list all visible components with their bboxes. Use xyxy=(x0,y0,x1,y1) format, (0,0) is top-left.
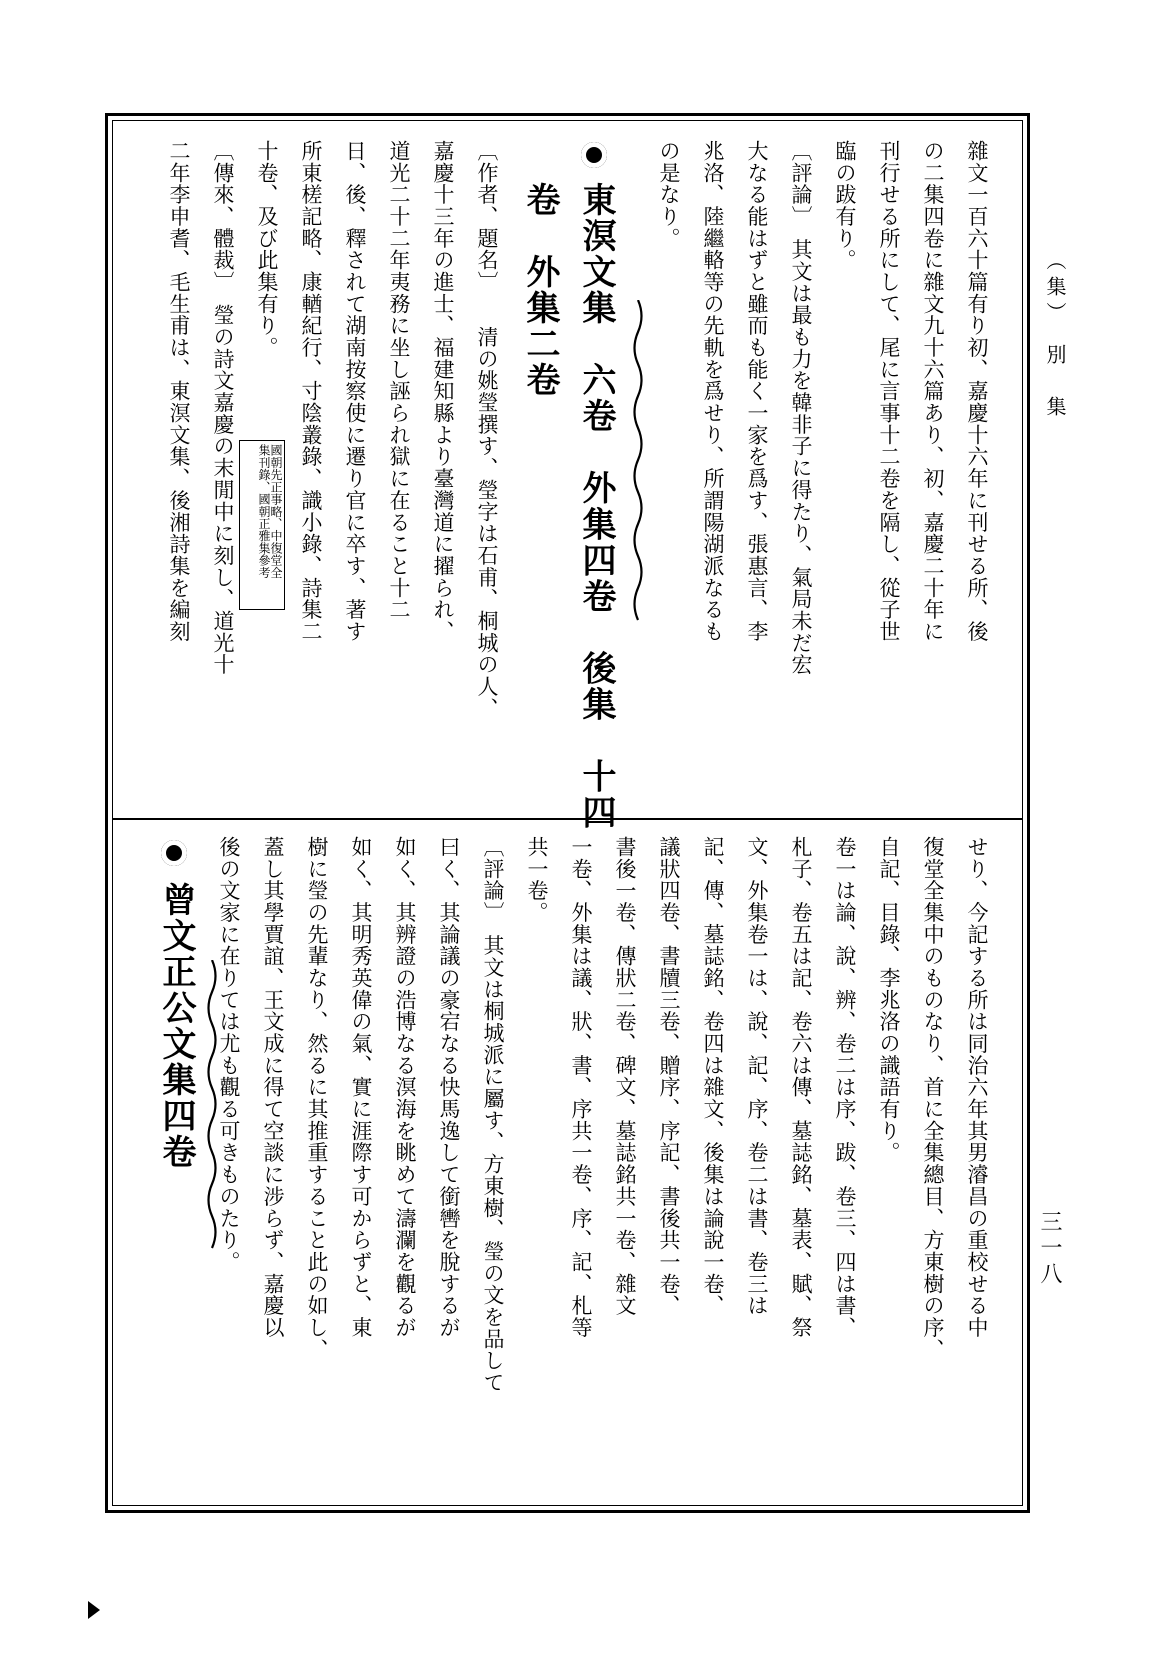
author-column: 十卷、及び此集有り。 xyxy=(255,140,279,359)
review-column: 後の文家に在りては尤も觀る可きものたり。 xyxy=(217,836,241,1273)
entry-bullet-icon xyxy=(161,840,187,866)
contents-column: 書後一卷、傳狀二卷、碑文、墓誌銘共一卷、雜文 xyxy=(613,836,637,1317)
source-note-box xyxy=(239,440,285,610)
transmission-column: 〔傳來、體裁〕 瑩の詩文嘉慶の末閒中に刻し、道光十 xyxy=(211,140,235,676)
review-column: 大なる能はずと雖而も能く一家を爲す、張惠言、李 xyxy=(745,140,769,643)
body-column: 復堂全集中のものなり、首に全集總目、方東樹の序、 xyxy=(921,836,945,1361)
title-wavy-underline xyxy=(205,960,219,1260)
page-number: 三一八 xyxy=(1037,1210,1062,1288)
contents-column: 一卷、外集は議、狀、書、序共一卷、序、記、札等 xyxy=(569,836,593,1339)
body-column: 雜文一百六十篇有り初、嘉慶十六年に刊せる所、後 xyxy=(965,140,989,643)
review-column: 〔評論〕 其文は桐城派に屬す、方東樹、瑩の文を品して xyxy=(481,836,505,1394)
body-column: 臨の跋有り。 xyxy=(833,140,857,272)
author-column: 〔作者、題名〕 清の姚瑩撰す、瑩字は石甫、桐城の人、 xyxy=(475,140,499,720)
review-column: の是なり。 xyxy=(657,140,681,250)
register-divider xyxy=(112,818,1023,820)
contents-column: 共一卷。 xyxy=(525,836,549,924)
contents-column: 札子、卷五は記、卷六は傳、墓誌銘、墓表、賦、祭 xyxy=(789,836,813,1339)
review-column: 如く、其明秀英偉の氣、實に涯際す可からずと、東 xyxy=(349,836,373,1339)
body-column: 自記、目錄、李兆洛の識語有り。 xyxy=(877,836,901,1164)
author-column: 嘉慶十三年の進士、福建知縣より臺灣道に擢られ、 xyxy=(431,140,455,643)
review-column: 曰く、其論議の豪宕なる快馬逸して銜轡を脫するが xyxy=(437,836,461,1339)
review-column: 〔評論〕 其文は最も力を韓非子に得たり、氣局未だ宏 xyxy=(789,140,813,676)
body-column: せり、今記する所は同治六年其男濬昌の重校せる中 xyxy=(965,836,989,1339)
contents-column: 議狀四卷、書牘三卷、贈序、序記、書後共一卷、 xyxy=(657,836,681,1317)
author-column: 日、後、釋されて湖南按察使に遷り官に卒す、著す xyxy=(343,140,367,643)
transmission-column: 二年李申耆、毛生甫は、東溟文集、後湘詩集を編刻 xyxy=(167,140,191,643)
entry-bullet-icon xyxy=(581,142,607,168)
body-column: の二集四卷に雜文九十六篇あり、初、嘉慶二十年に xyxy=(921,140,945,643)
author-column: 道光二十二年夷務に坐し誣られ獄に在ること十二 xyxy=(387,140,411,621)
margin-section-label: （集） 別 集 xyxy=(1043,250,1067,422)
review-column: 樹に瑩の先輩なり、然るに其推重すること此の如し、 xyxy=(305,836,329,1361)
entry-title: 東溟文集 六卷 外集四卷 後集 十四 xyxy=(576,182,616,831)
review-column: 如く、其辨證の浩博なる溟海を眺めて濤瀾を觀るが xyxy=(393,836,417,1339)
source-note-line: 集刊錄、國朝正雅集參考 xyxy=(257,444,271,579)
body-column: 刊行せる所にして、尾に言事十二卷を隔し、從子世 xyxy=(877,140,901,643)
review-column: 兆洛、陸繼輅等の先軌を爲せり、所謂陽湖派なるも xyxy=(701,140,725,643)
title-wavy-underline xyxy=(631,300,645,630)
crop-mark xyxy=(88,1601,100,1619)
author-column: 所東槎記略、康輶紀行、寸陰叢錄、識小錄、詩集二 xyxy=(299,140,323,643)
contents-column: 記、傳、墓誌銘、卷四は雜文、後集は論說一卷、 xyxy=(701,836,725,1317)
review-column: 蓋し其學賈誼、王文成に得て空談に涉らず、嘉慶以 xyxy=(261,836,285,1339)
entry-title: 曾文正公文集四卷 xyxy=(156,882,196,1171)
contents-column: 文、外集卷一は、說、記、序、卷二は書、卷三は xyxy=(745,836,769,1317)
contents-column: 卷一は論、說、辨、卷二は序、跋、卷三、四は書、 xyxy=(833,836,857,1339)
entry-subtitle: 卷 外集二卷 xyxy=(520,182,560,399)
source-note-line: 國朝先正事略、中復堂全 xyxy=(269,444,283,579)
